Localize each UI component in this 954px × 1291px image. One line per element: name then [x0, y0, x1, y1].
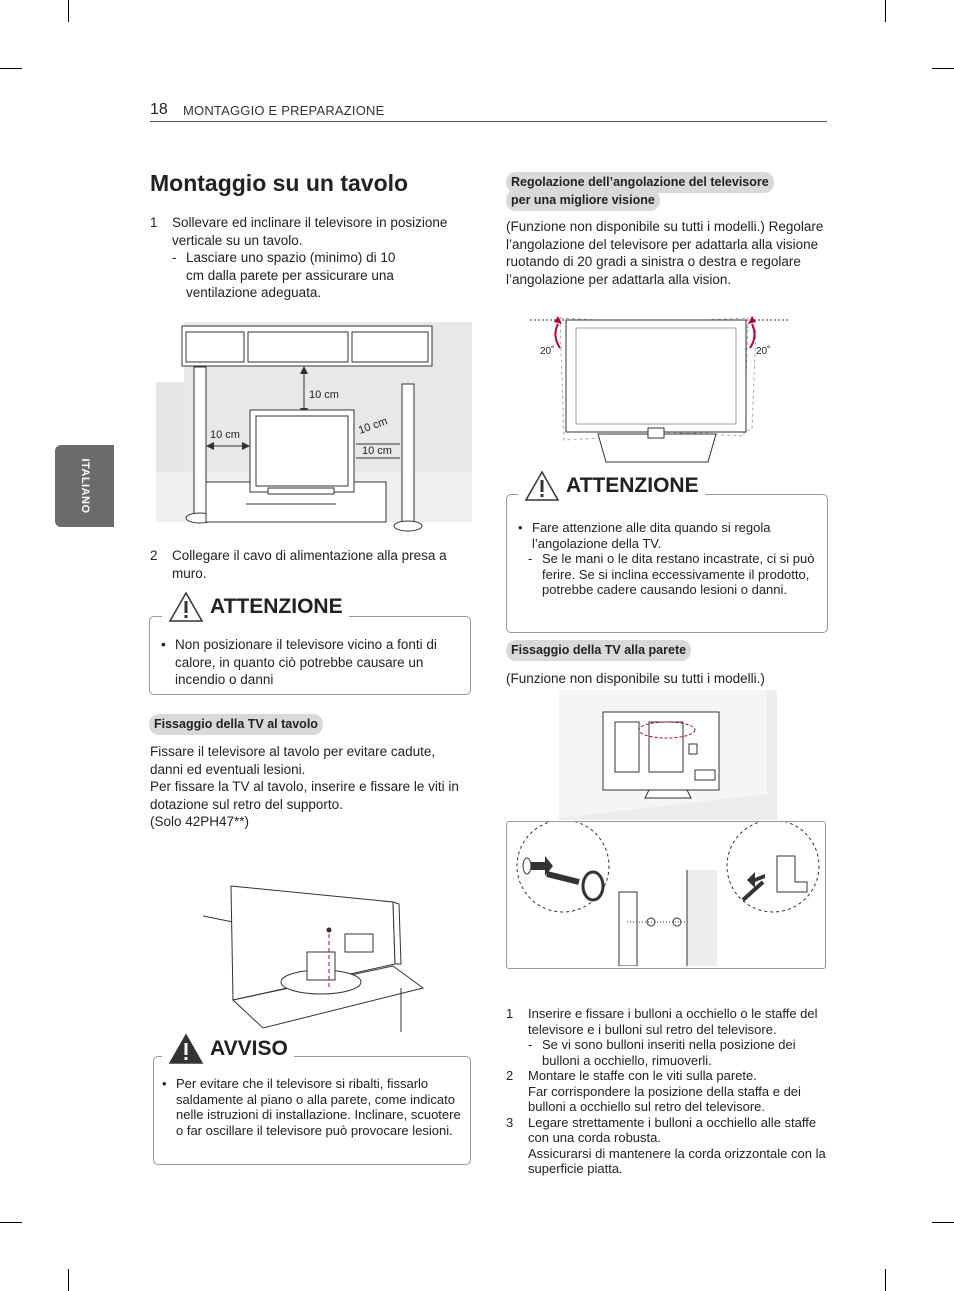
- wall-step-1: [506, 1006, 828, 1037]
- clearance-right-upper-label: 10 cm: [356, 415, 390, 437]
- caution-2-body: • Fare attenzione alle dita quando si regola l’angolazione della TV. - Se le mani o le dita restano incastrate, ci si può ferire. Se si inclina eccessivamente il prodotto, potrebbe cadere causando lesioni o danni.: [518, 520, 815, 597]
- warning-triangle-filled-icon: [168, 1033, 204, 1065]
- header-divider: [150, 121, 827, 122]
- step-number: 2: [150, 548, 158, 563]
- warning-bullet: • Per evitare che il televisore si ribalti, fissarlo saldamente al piano o alla parete, come indicato nelle istruzioni di installazione. Inclinare, scuotere o far oscillare il televisore può provocare lesioni.: [162, 1076, 461, 1138]
- step-text: Collegare il cavo di alimentazione alla presa a muro.: [172, 548, 447, 581]
- fix-table-p3: (Solo 42PH47**): [150, 814, 250, 829]
- step-subtext: Lasciare uno spazio (minimo) di 10 cm dalla parete per assicurare una ventilazione adeguata.: [186, 250, 396, 300]
- caution-2-sub: Se le mani o le dita restano incastrate, ci si può ferire. Se si inclina eccessivamente il prodotto, potrebbe cadere causando lesioni o danni.: [542, 551, 815, 597]
- fix-table-body: [150, 743, 470, 831]
- caution-bullet-text: Non posizionare il televisore vicino a fonti di calore, in quanto ciò potrebbe causare un incendio o danni: [175, 637, 437, 687]
- clearance-right-lower-label: 10 cm: [362, 445, 392, 457]
- crop-mark: [932, 1222, 954, 1223]
- wall-mount-diagram: [559, 690, 777, 820]
- step-text: Legare strettamente i bulloni a occhiello alle staffe con una corda robusta.: [528, 1114, 817, 1145]
- step-extra: Assicurarsi di mantenere la corda orizzontale con la superficie piatta.: [528, 1145, 826, 1176]
- wall-step-1-sub: - Se vi sono bulloni inseriti nella posizione dei bulloni a occhiello, rimuoverli.: [528, 1037, 828, 1068]
- crop-mark: [932, 68, 954, 69]
- caution-title-text: ATTENZIONE: [210, 595, 343, 618]
- step-extra: Far corrispondere la posizione della staffa e dei bulloni a occhiello sul retro del televisore.: [528, 1083, 801, 1114]
- warning-title: [162, 1033, 294, 1065]
- warning-title-text: AVVISO: [210, 1037, 288, 1060]
- stand-screw-diagram: [203, 878, 425, 1034]
- warning-bullet-text: Per evitare che il televisore si ribalti, fissarlo saldamente al piano o alla parete, come indicato nelle istruzioni di installazione. Inclinare, scuotere o far oscillare il televisore può provocare lesioni.: [176, 1076, 461, 1138]
- warning-triangle-icon: [168, 591, 204, 623]
- wall-step-2: [506, 1068, 828, 1115]
- caution-title-2: [518, 470, 705, 502]
- wall-note: (Funzione non disponibile su tutti i modelli.): [506, 671, 765, 686]
- language-tab: [55, 445, 114, 527]
- fix-table-p2: Per fissare la TV al tavolo, inserire e fissare le viti in dotazione sul retro del supporto.: [150, 779, 459, 812]
- clearance-top-label: 10 cm: [309, 389, 339, 401]
- crop-mark: [885, 0, 886, 22]
- step-number: 2: [506, 1068, 514, 1083]
- fix-table-p1: Fissare il televisore al tavolo per evitare cadute, danni ed eventuali lesioni.: [150, 744, 436, 777]
- section-heading-angle-line2: per una migliore visione: [506, 190, 660, 211]
- caution-bullet: • Non posizionare il televisore vicino a fonti di calore, in quanto ciò potrebbe causare un incendio o danni: [161, 636, 461, 689]
- page-number: 18: [150, 101, 168, 118]
- warning-triangle-icon: [524, 470, 560, 502]
- clearance-left-label: 10 cm: [210, 429, 240, 441]
- step-number: 1: [150, 215, 158, 230]
- angle-text: (Funzione non disponibile su tutti i modelli.) Regolare l’angolazione del televisore per adattarla alla visione ruotando di 20 gradi a sinistra o destra e regolare l’angolazione per adattarla alla vision.: [506, 219, 824, 287]
- page-heading: Montaggio su un tavolo: [150, 170, 409, 196]
- crop-mark: [0, 68, 22, 69]
- caution-2-bullet: Fare attenzione alle dita quando si regola l’angolazione della TV.: [532, 520, 771, 551]
- swivel-angle-diagram: [520, 312, 792, 468]
- language-tab-label: ITALIANO: [78, 458, 91, 514]
- caution-title-text: ATTENZIONE: [566, 474, 699, 497]
- wall-step-3: [506, 1115, 828, 1177]
- angle-heading-line1: Regolazione dell’angolazione del televisore: [511, 175, 769, 189]
- crop-mark: [885, 1269, 886, 1291]
- crop-mark: [68, 1269, 69, 1291]
- crop-mark: [68, 0, 69, 22]
- step-subtext: Se vi sono bulloni inseriti nella posizione dei bulloni a occhiello, rimuoverli.: [542, 1037, 796, 1068]
- step-text: Montare le staffe con le viti sulla parete.: [528, 1068, 757, 1083]
- step-1: 1 Sollevare ed inclinare il televisore in posizione verticale su un tavolo. - Lasciare uno spazio (minimo) di 10 cm dalla parete per assicurare una ventilazione adeguata.: [150, 214, 470, 302]
- left-angle-label: 20˚: [540, 346, 555, 357]
- caution-title: [162, 591, 349, 623]
- step-text: Sollevare ed inclinare il televisore in posizione verticale su un tavolo.: [172, 215, 448, 248]
- step-2: [150, 547, 470, 582]
- section-heading-fix-table: Fissaggio della TV al tavolo: [149, 714, 323, 735]
- table-clearance-diagram: [156, 322, 472, 542]
- step-number: 1: [506, 1006, 514, 1021]
- crop-mark: [0, 1222, 22, 1223]
- bolt-bracket-diagram: [507, 822, 824, 966]
- section-title: MONTAGGIO E PREPARAZIONE: [183, 103, 385, 118]
- step-text: Inserire e fissare i bulloni a occhiello o le staffe del televisore e i bulloni sul retro del televisore.: [528, 1006, 818, 1037]
- right-angle-label: 20˚: [756, 346, 771, 357]
- section-heading-wall: Fissaggio della TV alla parete: [506, 640, 691, 661]
- step-number: 3: [506, 1114, 514, 1130]
- wall-steps: [506, 1006, 828, 1177]
